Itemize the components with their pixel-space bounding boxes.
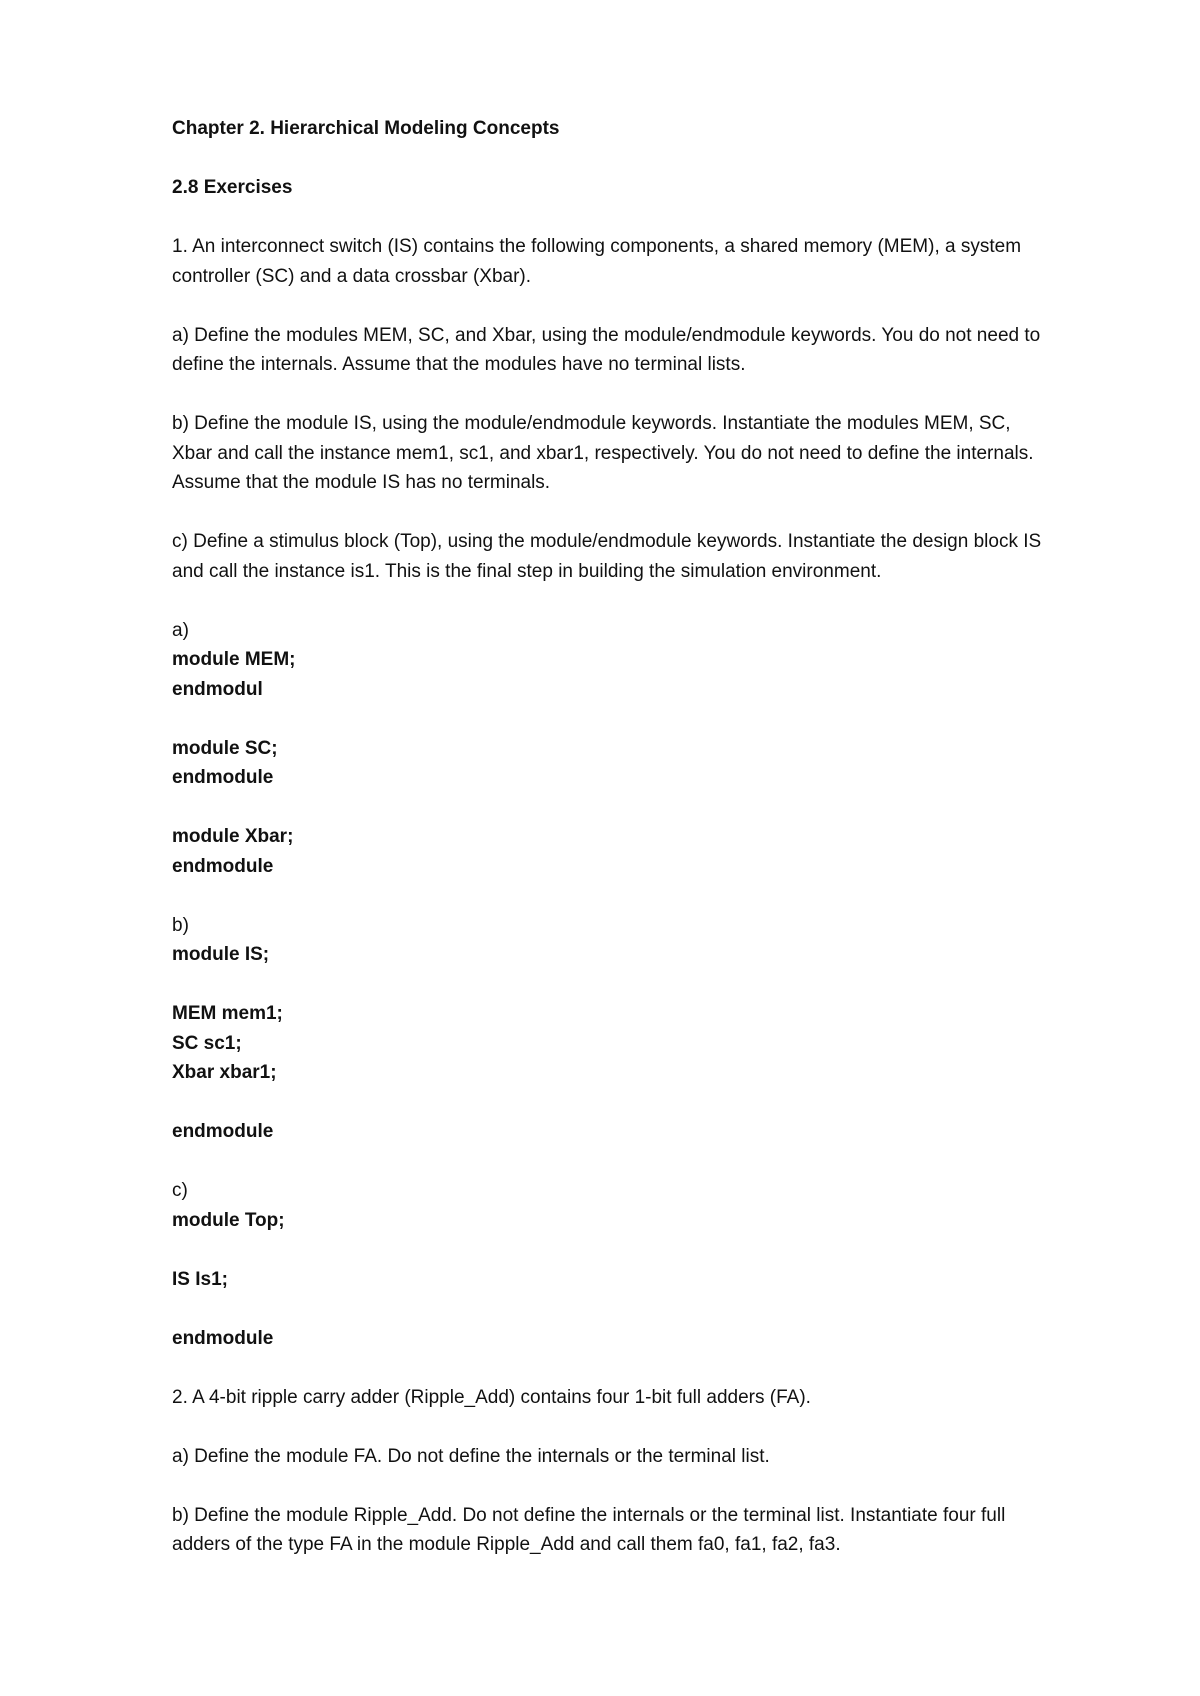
code-line: endmodule — [172, 855, 274, 877]
q2a: a) Define the module FA. Do not define the internals or the terminal list. — [172, 1445, 770, 1467]
code-line: MEM mem1; — [172, 1003, 283, 1024]
code-line: endmodule — [172, 1121, 274, 1142]
code-line: module IS; — [172, 944, 270, 965]
q1b-line-3: Assume that the module IS has no terminals. — [172, 472, 551, 493]
answer-b-label: b) — [172, 914, 189, 936]
q2b-line-1: b) Define the module Ripple_Add. Do not define the internals or the terminal list. Instantiate four full — [172, 1504, 1006, 1526]
q1b-line-2: Xbar and call the instance mem1, sc1, and xbar1, respectively. You do not need to define the internals. — [172, 442, 1034, 464]
chapter-title: Chapter 2. Hierarchical Modeling Concepts — [172, 118, 560, 139]
code-line: module Xbar; — [172, 826, 294, 847]
code-line: module Top; — [172, 1209, 285, 1231]
code-line: endmodul — [172, 678, 263, 700]
q1c-line-1: c) Define a stimulus block (Top), using the module/endmodule keywords. Instantiate the design block IS — [172, 531, 1042, 552]
q1a-line-1: a) Define the modules MEM, SC, and Xbar, using the module/endmodule keywords. You do not need to — [172, 324, 1041, 346]
q1-intro-line-1: 1. An interconnect switch (IS) contains the following components, a shared memory (MEM), a system — [172, 236, 1022, 257]
answer-a-label: a) — [172, 619, 189, 641]
q1b-line-1: b) Define the module IS, using the module/endmodule keywords. Instantiate the modules MEM, SC, — [172, 413, 1011, 434]
code-line: IS Is1; — [172, 1268, 228, 1290]
answer-c-label: c) — [172, 1180, 188, 1201]
q2b-line-2: adders of the type FA in the module Ripple_Add and call them fa0, fa1, fa2, fa3. — [172, 1534, 841, 1555]
q1c-line-2: and call the instance is1. This is the final step in building the simulation environment. — [172, 560, 882, 582]
q2-intro: 2. A 4-bit ripple carry adder (Ripple_Add) contains four 1-bit full adders (FA). — [172, 1386, 811, 1408]
q1-intro-line-2: controller (SC) and a data crossbar (Xbar). — [172, 265, 532, 287]
code-line: endmodule — [172, 767, 274, 788]
code-line: endmodule — [172, 1327, 274, 1349]
q1a-line-2: define the internals. Assume that the modules have no terminal lists. — [172, 354, 746, 375]
code-line: module MEM; — [172, 649, 296, 670]
code-line: Xbar xbar1; — [172, 1062, 277, 1083]
section-heading: 2.8 Exercises — [172, 177, 293, 198]
code-line: SC sc1; — [172, 1032, 242, 1054]
document-page — [172, 114, 1122, 1560]
code-line: module SC; — [172, 737, 278, 759]
